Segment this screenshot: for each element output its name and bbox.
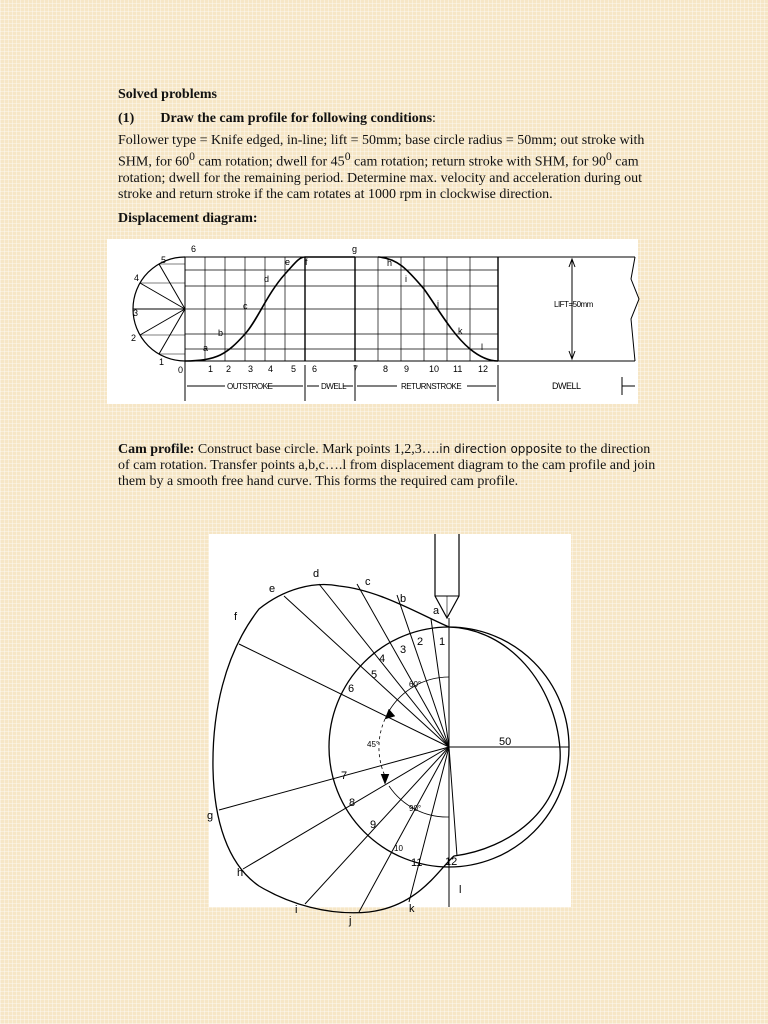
axis-4: 4 bbox=[268, 364, 274, 374]
disp-point-d: d bbox=[264, 274, 270, 284]
problem-heading-text: Draw the cam profile for following conditions bbox=[160, 111, 433, 126]
disp-label-6: 6 bbox=[191, 244, 197, 254]
cam-base-10: 10 bbox=[394, 844, 403, 853]
cam-base-6: 6 bbox=[348, 683, 355, 695]
segment-dwell-2: DWELL bbox=[552, 381, 581, 391]
degree-sup-1: 0 bbox=[189, 150, 195, 163]
degree-sup-2: 0 bbox=[344, 150, 351, 163]
problem-heading bbox=[118, 111, 436, 127]
axis-0: 0 bbox=[178, 365, 184, 375]
axis-7: 7 bbox=[353, 364, 359, 374]
problem-text-4: cam rotation; dwell for the remaining period. Determine max. velocity and acceleration during out stroke and return stroke if the cam rotates at 1000 rpm in clockwise direction. bbox=[118, 154, 643, 202]
cam-point-h: h bbox=[237, 867, 244, 879]
cam-point-c: c bbox=[365, 576, 371, 588]
disp-circle-2: 2 bbox=[131, 333, 137, 343]
segment-dwell-1: DWELL bbox=[321, 382, 347, 391]
cam-point-d: d bbox=[313, 568, 320, 580]
angle-90: 90° bbox=[409, 804, 422, 813]
disp-point-e: e bbox=[285, 257, 291, 267]
problem-statement bbox=[118, 133, 660, 203]
disp-point-f: f bbox=[305, 257, 308, 267]
cam-profile-diagram bbox=[207, 534, 571, 927]
cam-profile-text-1: Construct base circle. Mark points 1,2,3…. bbox=[194, 442, 440, 457]
cam-point-g: g bbox=[207, 810, 214, 822]
problem-text-1: Follower type = Knife edged, in-line; lift = 50mm; base circle radius = 50mm; out stroke with SHM, for 60 bbox=[118, 133, 645, 170]
axis-9: 9 bbox=[404, 364, 410, 374]
cam-point-i: i bbox=[295, 904, 298, 916]
disp-point-h: h bbox=[387, 258, 393, 268]
axis-3: 3 bbox=[248, 364, 254, 374]
axis-6: 6 bbox=[312, 364, 318, 374]
disp-point-a: a bbox=[203, 343, 209, 353]
axis-12: 12 bbox=[478, 364, 489, 374]
cam-point-l: l bbox=[459, 884, 462, 896]
axis-5: 5 bbox=[291, 364, 297, 374]
cam-base-2: 2 bbox=[417, 636, 424, 648]
disp-point-b: b bbox=[218, 328, 224, 338]
cam-base-3: 3 bbox=[400, 644, 407, 656]
cam-profile-emphasis: in direction opposite bbox=[439, 442, 563, 456]
displacement-svg bbox=[107, 239, 638, 404]
problem-number: (1) bbox=[118, 111, 135, 126]
angle-45: 45° bbox=[367, 740, 380, 749]
disp-circle-3: 3 bbox=[133, 308, 139, 318]
disp-point-i: i bbox=[405, 274, 407, 284]
segment-returnstroke: RETURNSTROKE bbox=[401, 382, 462, 391]
disp-circle-5: 5 bbox=[161, 255, 167, 265]
problem-text-3: cam rotation; return stroke with SHM, for 90 bbox=[350, 154, 606, 170]
radius-label: 50 bbox=[499, 736, 512, 748]
axis-10: 10 bbox=[429, 364, 440, 374]
cam-base-8: 8 bbox=[349, 797, 356, 809]
cam-point-f: f bbox=[234, 611, 238, 623]
lift-label: LIFT=50mm bbox=[554, 300, 593, 309]
cam-point-a: a bbox=[433, 605, 440, 617]
disp-point-j: j bbox=[437, 299, 439, 309]
cam-base-7: 7 bbox=[341, 770, 348, 782]
displacement-heading: Displacement diagram: bbox=[118, 211, 258, 226]
problem-heading-colon: : bbox=[432, 111, 436, 126]
cam-point-j: j bbox=[349, 915, 352, 927]
cam-point-e: e bbox=[269, 583, 276, 595]
section-title: Solved problems bbox=[118, 87, 217, 102]
disp-point-c: c bbox=[243, 301, 248, 311]
cam-base-12: 12 bbox=[445, 856, 458, 868]
cam-base-4: 4 bbox=[379, 653, 386, 665]
cam-profile-paragraph bbox=[118, 441, 660, 490]
axis-8: 8 bbox=[383, 364, 389, 374]
degree-sup-3: 0 bbox=[605, 150, 612, 163]
disp-point-k: k bbox=[458, 326, 463, 336]
cam-point-k: k bbox=[409, 903, 415, 915]
cam-profile-svg bbox=[207, 534, 571, 927]
cam-base-9: 9 bbox=[370, 819, 377, 831]
disp-label-g: g bbox=[352, 244, 358, 254]
axis-2: 2 bbox=[226, 364, 232, 374]
displacement-diagram bbox=[107, 239, 638, 404]
problem-text-2: cam rotation; dwell for 45 bbox=[195, 154, 345, 170]
disp-circle-1: 1 bbox=[159, 357, 165, 367]
disp-circle-4: 4 bbox=[134, 273, 140, 283]
segment-outstroke: OUTSTROKE bbox=[227, 382, 273, 391]
cam-profile-text-2: to the direction of cam rotation. Transfer points a,b,c….l from displacement diagram to the cam profile and join them by a smooth free hand curve. This forms the required cam profile. bbox=[118, 442, 656, 489]
cam-base-1: 1 bbox=[439, 636, 446, 648]
cam-base-5: 5 bbox=[371, 669, 378, 681]
disp-point-l: l bbox=[481, 342, 483, 352]
cam-profile-label: Cam profile: bbox=[118, 442, 195, 457]
axis-1: 1 bbox=[208, 364, 214, 374]
cam-point-b: b bbox=[400, 593, 407, 605]
axis-11: 11 bbox=[453, 364, 463, 374]
angle-60: 60° bbox=[409, 680, 422, 689]
cam-base-11: 11 bbox=[411, 857, 423, 869]
